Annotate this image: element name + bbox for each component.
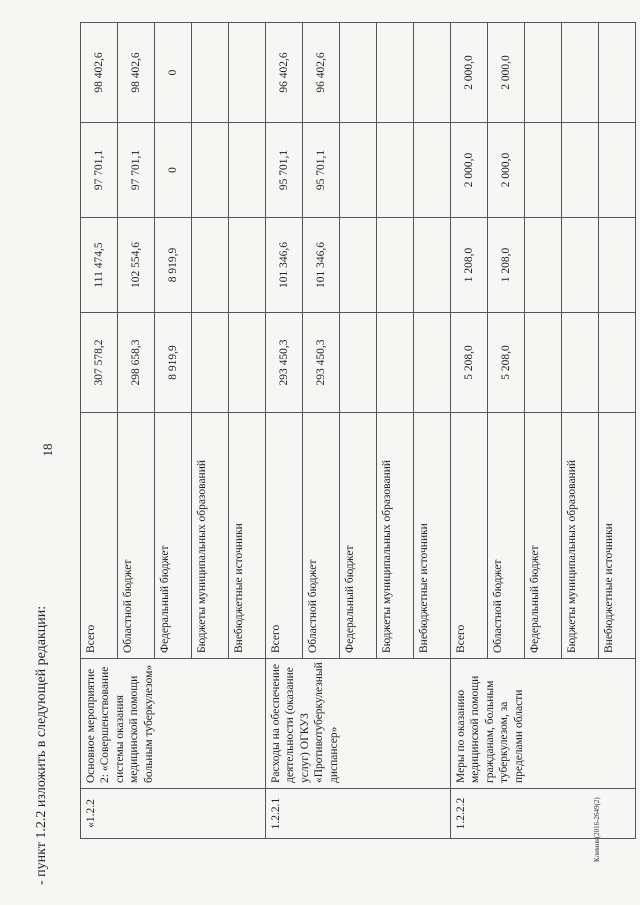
budget-table-body xyxy=(81,23,636,839)
funding-source: Внебюджетные источники xyxy=(414,413,451,659)
amount-cell xyxy=(562,23,599,123)
amount-cell xyxy=(414,218,451,313)
amount-cell: 0 xyxy=(155,123,192,218)
amount-cell xyxy=(229,123,266,218)
funding-source: Бюджеты муниципальных образований xyxy=(562,413,599,659)
amount-cell: 98 402,6 xyxy=(81,23,118,123)
amount-cell xyxy=(525,218,562,313)
funding-source: Внебюджетные источники xyxy=(229,413,266,659)
amount-cell xyxy=(525,313,562,413)
amount-cell xyxy=(599,123,636,218)
funding-source: Областной бюджет xyxy=(488,413,525,659)
amount-cell xyxy=(377,123,414,218)
amount-cell: 2 000,0 xyxy=(488,23,525,123)
funding-source: Федеральный бюджет xyxy=(340,413,377,659)
amount-cell xyxy=(340,123,377,218)
amount-cell: 2 000,0 xyxy=(451,123,488,218)
amount-cell: 95 701,1 xyxy=(266,123,303,218)
amount-cell xyxy=(229,218,266,313)
amount-cell xyxy=(599,313,636,413)
funding-source: Областной бюджет xyxy=(303,413,340,659)
amount-cell xyxy=(377,313,414,413)
amount-cell: 0 xyxy=(155,23,192,123)
table-row xyxy=(266,23,303,839)
amount-cell: 2 000,0 xyxy=(488,123,525,218)
amount-cell: 98 402,6 xyxy=(118,23,155,123)
item-name: Меры по оказанию медицинской помощи гражданам, больным туберкулезом, за пределами области xyxy=(451,659,636,789)
amount-cell: 8 919,9 xyxy=(155,218,192,313)
amount-cell: 8 919,9 xyxy=(155,313,192,413)
amount-cell: 102 554,6 xyxy=(118,218,155,313)
budget-table xyxy=(80,22,636,839)
amount-cell xyxy=(525,123,562,218)
funding-source: Всего xyxy=(266,413,303,659)
document-code: Климин(2016-2649(2) xyxy=(593,797,601,862)
amount-cell: 101 346,6 xyxy=(303,218,340,313)
amount-cell xyxy=(414,123,451,218)
amount-cell xyxy=(192,23,229,123)
amount-cell xyxy=(562,123,599,218)
item-code: 1.2.2.1 xyxy=(266,789,451,839)
amount-cell: 5 208,0 xyxy=(488,313,525,413)
amount-cell: 101 346,6 xyxy=(266,218,303,313)
amount-cell xyxy=(377,23,414,123)
amount-cell xyxy=(599,218,636,313)
amount-cell: 298 658,3 xyxy=(118,313,155,413)
amount-cell: 96 402,6 xyxy=(303,23,340,123)
amount-cell xyxy=(340,218,377,313)
amount-cell: 293 450,3 xyxy=(266,313,303,413)
amount-cell xyxy=(377,218,414,313)
item-code: «1.2.2 xyxy=(81,789,266,839)
funding-source: Внебюджетные источники xyxy=(599,413,636,659)
amount-cell xyxy=(192,123,229,218)
funding-source: Федеральный бюджет xyxy=(155,413,192,659)
amount-cell xyxy=(229,313,266,413)
amount-cell: 1 208,0 xyxy=(488,218,525,313)
funding-source: Бюджеты муниципальных образований xyxy=(192,413,229,659)
amount-cell xyxy=(192,313,229,413)
amount-cell xyxy=(340,23,377,123)
funding-source: Бюджеты муниципальных образований xyxy=(377,413,414,659)
table-row xyxy=(451,23,488,839)
amount-cell xyxy=(229,23,266,123)
funding-source: Федеральный бюджет xyxy=(525,413,562,659)
budget-table-container xyxy=(80,23,636,839)
amount-cell: 97 701,1 xyxy=(81,123,118,218)
amount-cell xyxy=(192,218,229,313)
amount-cell: 1 208,0 xyxy=(451,218,488,313)
amount-cell xyxy=(562,218,599,313)
item-code: 1.2.2.2 xyxy=(451,789,636,839)
amount-cell: 95 701,1 xyxy=(303,123,340,218)
intro-line: - пункт 1.2.2 изложить в следующей редакции: xyxy=(34,605,49,885)
amount-cell xyxy=(599,23,636,123)
amount-cell: 293 450,3 xyxy=(303,313,340,413)
amount-cell: 5 208,0 xyxy=(451,313,488,413)
amount-cell xyxy=(525,23,562,123)
amount-cell xyxy=(414,23,451,123)
funding-source: Всего xyxy=(81,413,118,659)
amount-cell: 96 402,6 xyxy=(266,23,303,123)
amount-cell: 307 578,2 xyxy=(81,313,118,413)
page-number: 18 xyxy=(40,443,55,457)
amount-cell: 2 000,0 xyxy=(451,23,488,123)
amount-cell xyxy=(340,313,377,413)
item-name: Расходы на обеспечение деятельности (оказание услуг) ОГКУЗ «Противотуберкулезный диспансер» xyxy=(266,659,451,789)
item-name: Основное мероприятие 2: «Совершенствование системы оказания медицинской помощи больным туберкулезом» xyxy=(81,659,266,789)
amount-cell xyxy=(562,313,599,413)
funding-source: Всего xyxy=(451,413,488,659)
table-row xyxy=(81,23,118,839)
amount-cell: 97 701,1 xyxy=(118,123,155,218)
funding-source: Областной бюджет xyxy=(118,413,155,659)
amount-cell xyxy=(414,313,451,413)
amount-cell: 111 474,5 xyxy=(81,218,118,313)
